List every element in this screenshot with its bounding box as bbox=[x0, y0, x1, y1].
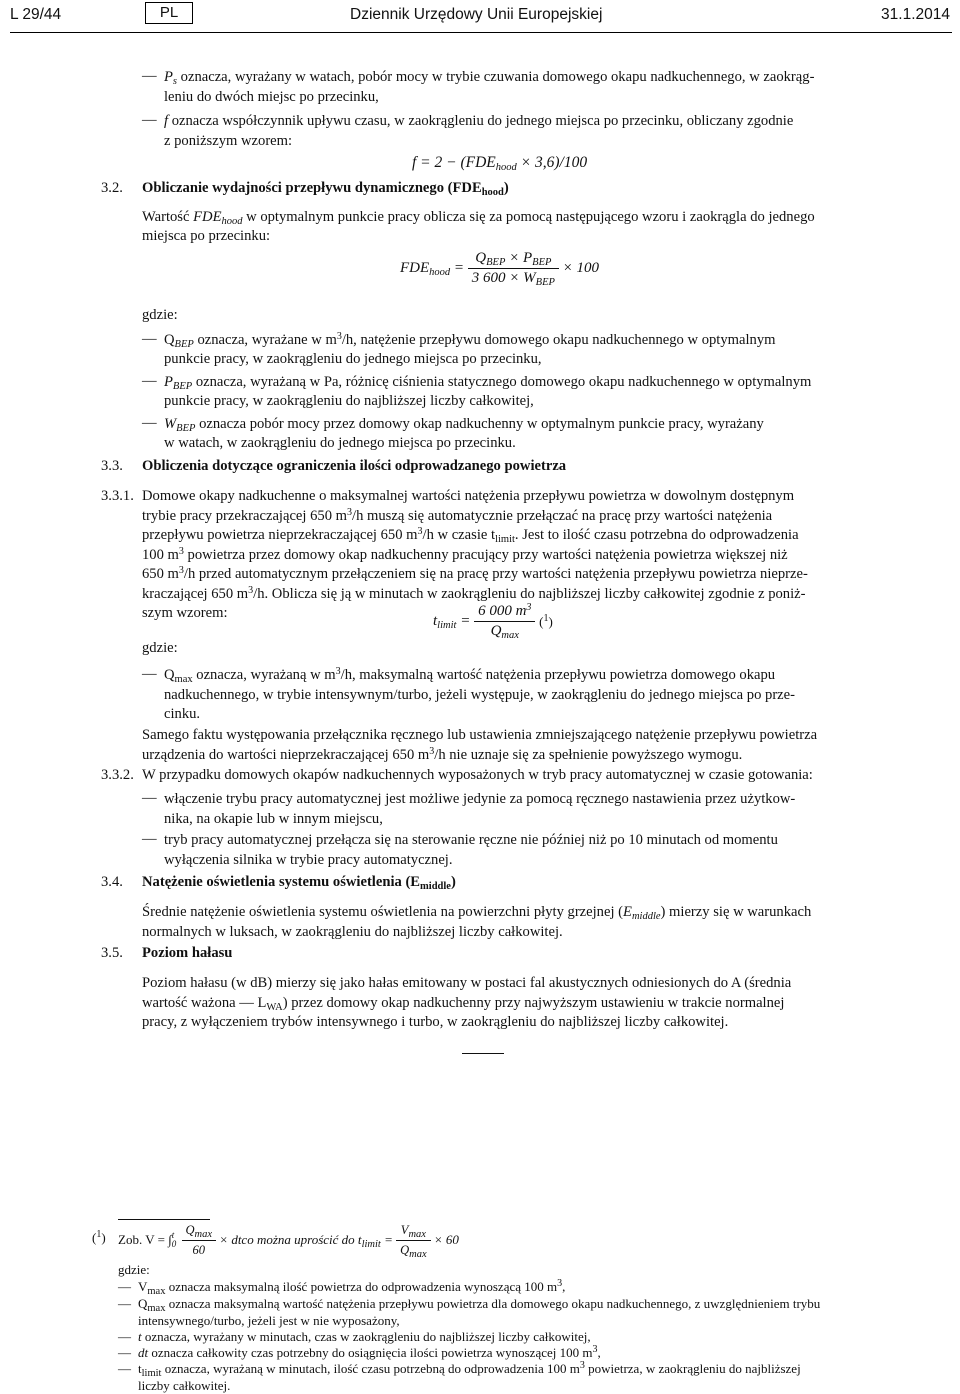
list-dash: — bbox=[142, 68, 157, 84]
list-item-auto-2: tryb pracy automatycznej przełącza się na sterowanie ręczne nie później niż po 10 minutach od momentu wyłączenia silnika w trybie pracy automatycznej. bbox=[164, 832, 778, 868]
footnote-where: gdzie: bbox=[118, 1262, 150, 1277]
section-number: 3.3. bbox=[101, 458, 123, 474]
paragraph-3-4: Średnie natężenie oświetlenia systemu oświetlenia na powierzchni płyty grzejnej $(E_{middle})$ mierzy się w warunkach normalnych w luksach, w zaokrągleniu do najbliższej liczby całkowitej. bbox=[142, 904, 812, 940]
page-number: L 29/44 bbox=[10, 6, 62, 23]
list-dash: — bbox=[142, 331, 157, 347]
subsection-number: 3.3.1. bbox=[101, 488, 134, 504]
paragraph-3-2-cont: miejsca po przecinku: bbox=[142, 228, 271, 244]
list-dash: — bbox=[142, 666, 157, 682]
section-title-3-5: Poziom hałasu bbox=[142, 945, 233, 961]
footnote-item-t: t oznacza, wyrażany w minutach, czas w zaokrągleniu do najbliższej liczby całkowitej, bbox=[138, 1329, 591, 1344]
list-dash: — bbox=[142, 415, 157, 431]
list-dash: — bbox=[142, 790, 157, 806]
footnote-item-tlimit: $t_{limit}$ oznacza, wyrażaną w minutach, ilość czasu potrzebną do odprowadzenia 100 $m^3$ powietrza, w zaokrągleniu do najbliższej liczby całkowitej. bbox=[138, 1360, 801, 1393]
list-item-wbep-cont: w watach, w zaokrągleniu do jednego miejsca po przecinku. bbox=[164, 435, 516, 451]
list-dash: — bbox=[118, 1296, 131, 1311]
where-label: gdzie: bbox=[142, 307, 178, 323]
section-title-3-4: Natężenie oświetlenia systemu oświetlenia $(E_{middle})$ bbox=[142, 874, 456, 892]
where-label: gdzie: bbox=[142, 640, 178, 656]
section-title-3-2: Obliczanie wydajności przepływu dynamicznego $(FDE_{hood})$ bbox=[142, 180, 509, 198]
language-badge: PL bbox=[145, 2, 193, 24]
list-dash: — bbox=[118, 1329, 131, 1344]
page-header bbox=[10, 2, 952, 33]
section-number: 3.2. bbox=[101, 180, 123, 196]
list-dash: — bbox=[142, 831, 157, 847]
list-dash: — bbox=[142, 373, 157, 389]
list-item-pbep-cont: punkcie pracy, w zaokrągleniu do najbliższej liczby całkowitej, bbox=[164, 393, 534, 409]
section-title-3-3: Obliczenia dotyczące ograniczenia ilości odprowadzanego powietrza bbox=[142, 458, 567, 474]
list-dash: — bbox=[118, 1279, 131, 1294]
paragraph-3-5: Poziom hałasu (w dB) mierzy się jako hałas emitowany w postaci fal akustycznych odniesionych do A (średnia wartość ważona — $L_{WA}$) przez domowy okap nadkuchenny przy najwyższym ustawieniu w trakcie normalnej pracy, z wyłączeniem trybów intensywnego i turbo, w zaokrągleniu do najbliższej liczby całkowitej. bbox=[142, 975, 792, 1030]
list-dash: — bbox=[118, 1361, 131, 1376]
list-item-f-cont: z poniższym wzorem: bbox=[164, 133, 293, 149]
footnote-item-dt: dt oznacza całkowity czas potrzebny do osiągnięcia ilości powietrza wynoszącej 100 $m^3$, bbox=[138, 1344, 601, 1360]
list-item-pbep: $P_{BEP}$ oznacza, wyrażaną w Pa, różnicę ciśnienia statycznego domowego okapu nadkuchennego w optymalnym bbox=[164, 374, 812, 392]
list-item-qbep-cont: punkcie pracy, w zaokrągleniu do jednego miejsca po przecinku, bbox=[164, 351, 542, 367]
footnote-item-vmax: $V_{max}$ oznacza maksymalną ilość powietrza do odprowadzenia wynoszącą 100 $m^3$, bbox=[138, 1278, 566, 1297]
list-item-qbep: $Q_{BEP}$ oznacza, wyrażane w $m^3/h$, natężenie przepływu domowego okapu nadkuchennego w optymalnym bbox=[164, 331, 776, 350]
section-number: 3.4. bbox=[101, 874, 123, 890]
list-dash: — bbox=[142, 112, 157, 128]
paragraph-3-3-1: Domowe okapy nadkuchenne o maksymalnej wartości natężenia przepływu powietrza w dowolnym dostępnym trybie pracy przekraczającej 650 $m^3/h$ muszą się automatycznie przełączać na pracę przy wartości natężenia przepływu powietrza nieprzekraczającej 650 $m^3/h$ w czasie $t_{limit}$. Jest to ilość czasu potrzebna do odprowadzenia 100 $m^3$ powietrza przez domowy okap nadkuchenny pracujący przy wartości natężenia powietrza większej niż 650 $m^3/h$ przed automatycznym przełączeniem się na pracę przy wartości natężenia przepływu powietrza nieprze- kraczającej 650 $m^3/h$. Oblicza się ją w minutach w zaokrągleniu do najbliższej liczby całkowitej zgodnie z poniż- szym wzorem: bbox=[142, 488, 808, 621]
footnote-marker: ($^1$) bbox=[92, 1229, 106, 1245]
footnote-formula: Zob. V = ∫ t 0 $\frac{Q_{max}}{60}$ × dtco można uprościć do $t_{limit}$ = $\frac{V_{max}}{Q_{max}}$ × 60 bbox=[118, 1223, 459, 1260]
footnote-rule bbox=[118, 1219, 210, 1220]
list-dash: — bbox=[118, 1345, 131, 1360]
publication-date: 31.1.2014 bbox=[881, 6, 950, 23]
list-item-ps: $P_s$ oznacza, wyrażany w watach, pobór mocy w trybie czuwania domowego okapu nadkuchennego, w zaokrąg- bbox=[164, 69, 815, 87]
footnote-item-qmax: $Q_{max}$ oznacza maksymalną wartość natężenia przepływu powietrza dla domowego okapu nadkuchennego, z uwzględnieniem trybu intensywnego/turbo, jeżeli jest w nie wyposażony, bbox=[138, 1296, 821, 1328]
section-separator bbox=[462, 1053, 504, 1054]
paragraph-manual-switch: Samego faktu występowania przełącznika ręcznego lub ustawienia zmniejszającego natężenie przepływu powietrza urządzenia do wartości nieprzekraczającej 650 $m^3/h$ nie uznaje się za spełnienie powyższego wymogu. bbox=[142, 727, 818, 763]
formula-tlimit: $t_{limit}$ = $\frac{6 000 m^3}{Q_{max}}$ ($^1$) bbox=[433, 602, 553, 641]
section-number: 3.5. bbox=[101, 945, 123, 961]
formula-f: $f = 2 - (FDE_{hood} \times 3,6)/100$ bbox=[412, 154, 588, 173]
list-item-auto-1: włączenie trybu pracy automatycznej jest możliwe jedynie za pomocą ręcznego nastawienia przez użytkow- nika, na okapie lub w innym miejscu, bbox=[164, 791, 796, 827]
list-item-f: f oznacza współczynnik upływu czasu, w zaokrągleniu do jednego miejsca po przecinku, obliczany zgodnie bbox=[164, 113, 794, 129]
paragraph-3-3-2: W przypadku domowych okapów nadkuchennych wyposażonych w tryb pracy automatycznej w czasie gotowania: bbox=[142, 767, 813, 783]
paragraph-3-2: Wartość $FDE_{hood}$ w optymalnym punkcie pracy oblicza się za pomocą następującego wzoru i zaokrągla do jednego bbox=[142, 209, 815, 227]
list-item-qmax: $Q_{max}$ oznacza, wyrażaną w $m^3/h$, maksymalną wartość natężenia przepływu powietrza domowego okapu nadkuchennego, w trybie intensywnym/turbo, jeżeli występuje, w zaokrągleniu do jednego miejsca po prze- cinku. bbox=[164, 666, 795, 722]
footnote-ref[interactable]: ($^1$) bbox=[539, 612, 553, 629]
list-item-ps-cont: leniu do dwóch miejsc po przecinku, bbox=[164, 89, 379, 105]
list-item-wbep: $W_{BEP}$ oznacza pobór mocy przez domowy okap nadkuchenny w optymalnym punkcie pracy, wyrażany bbox=[164, 416, 764, 434]
journal-title: Dziennik Urzędowy Unii Europejskiej bbox=[350, 6, 603, 23]
subsection-number: 3.3.2. bbox=[101, 767, 134, 783]
formula-fde: $FDE_{hood}$ = $\frac{Q_{BEP} \times P_{BEP}}{3 600 \times W_{BEP}}$ × 100 bbox=[400, 250, 600, 288]
